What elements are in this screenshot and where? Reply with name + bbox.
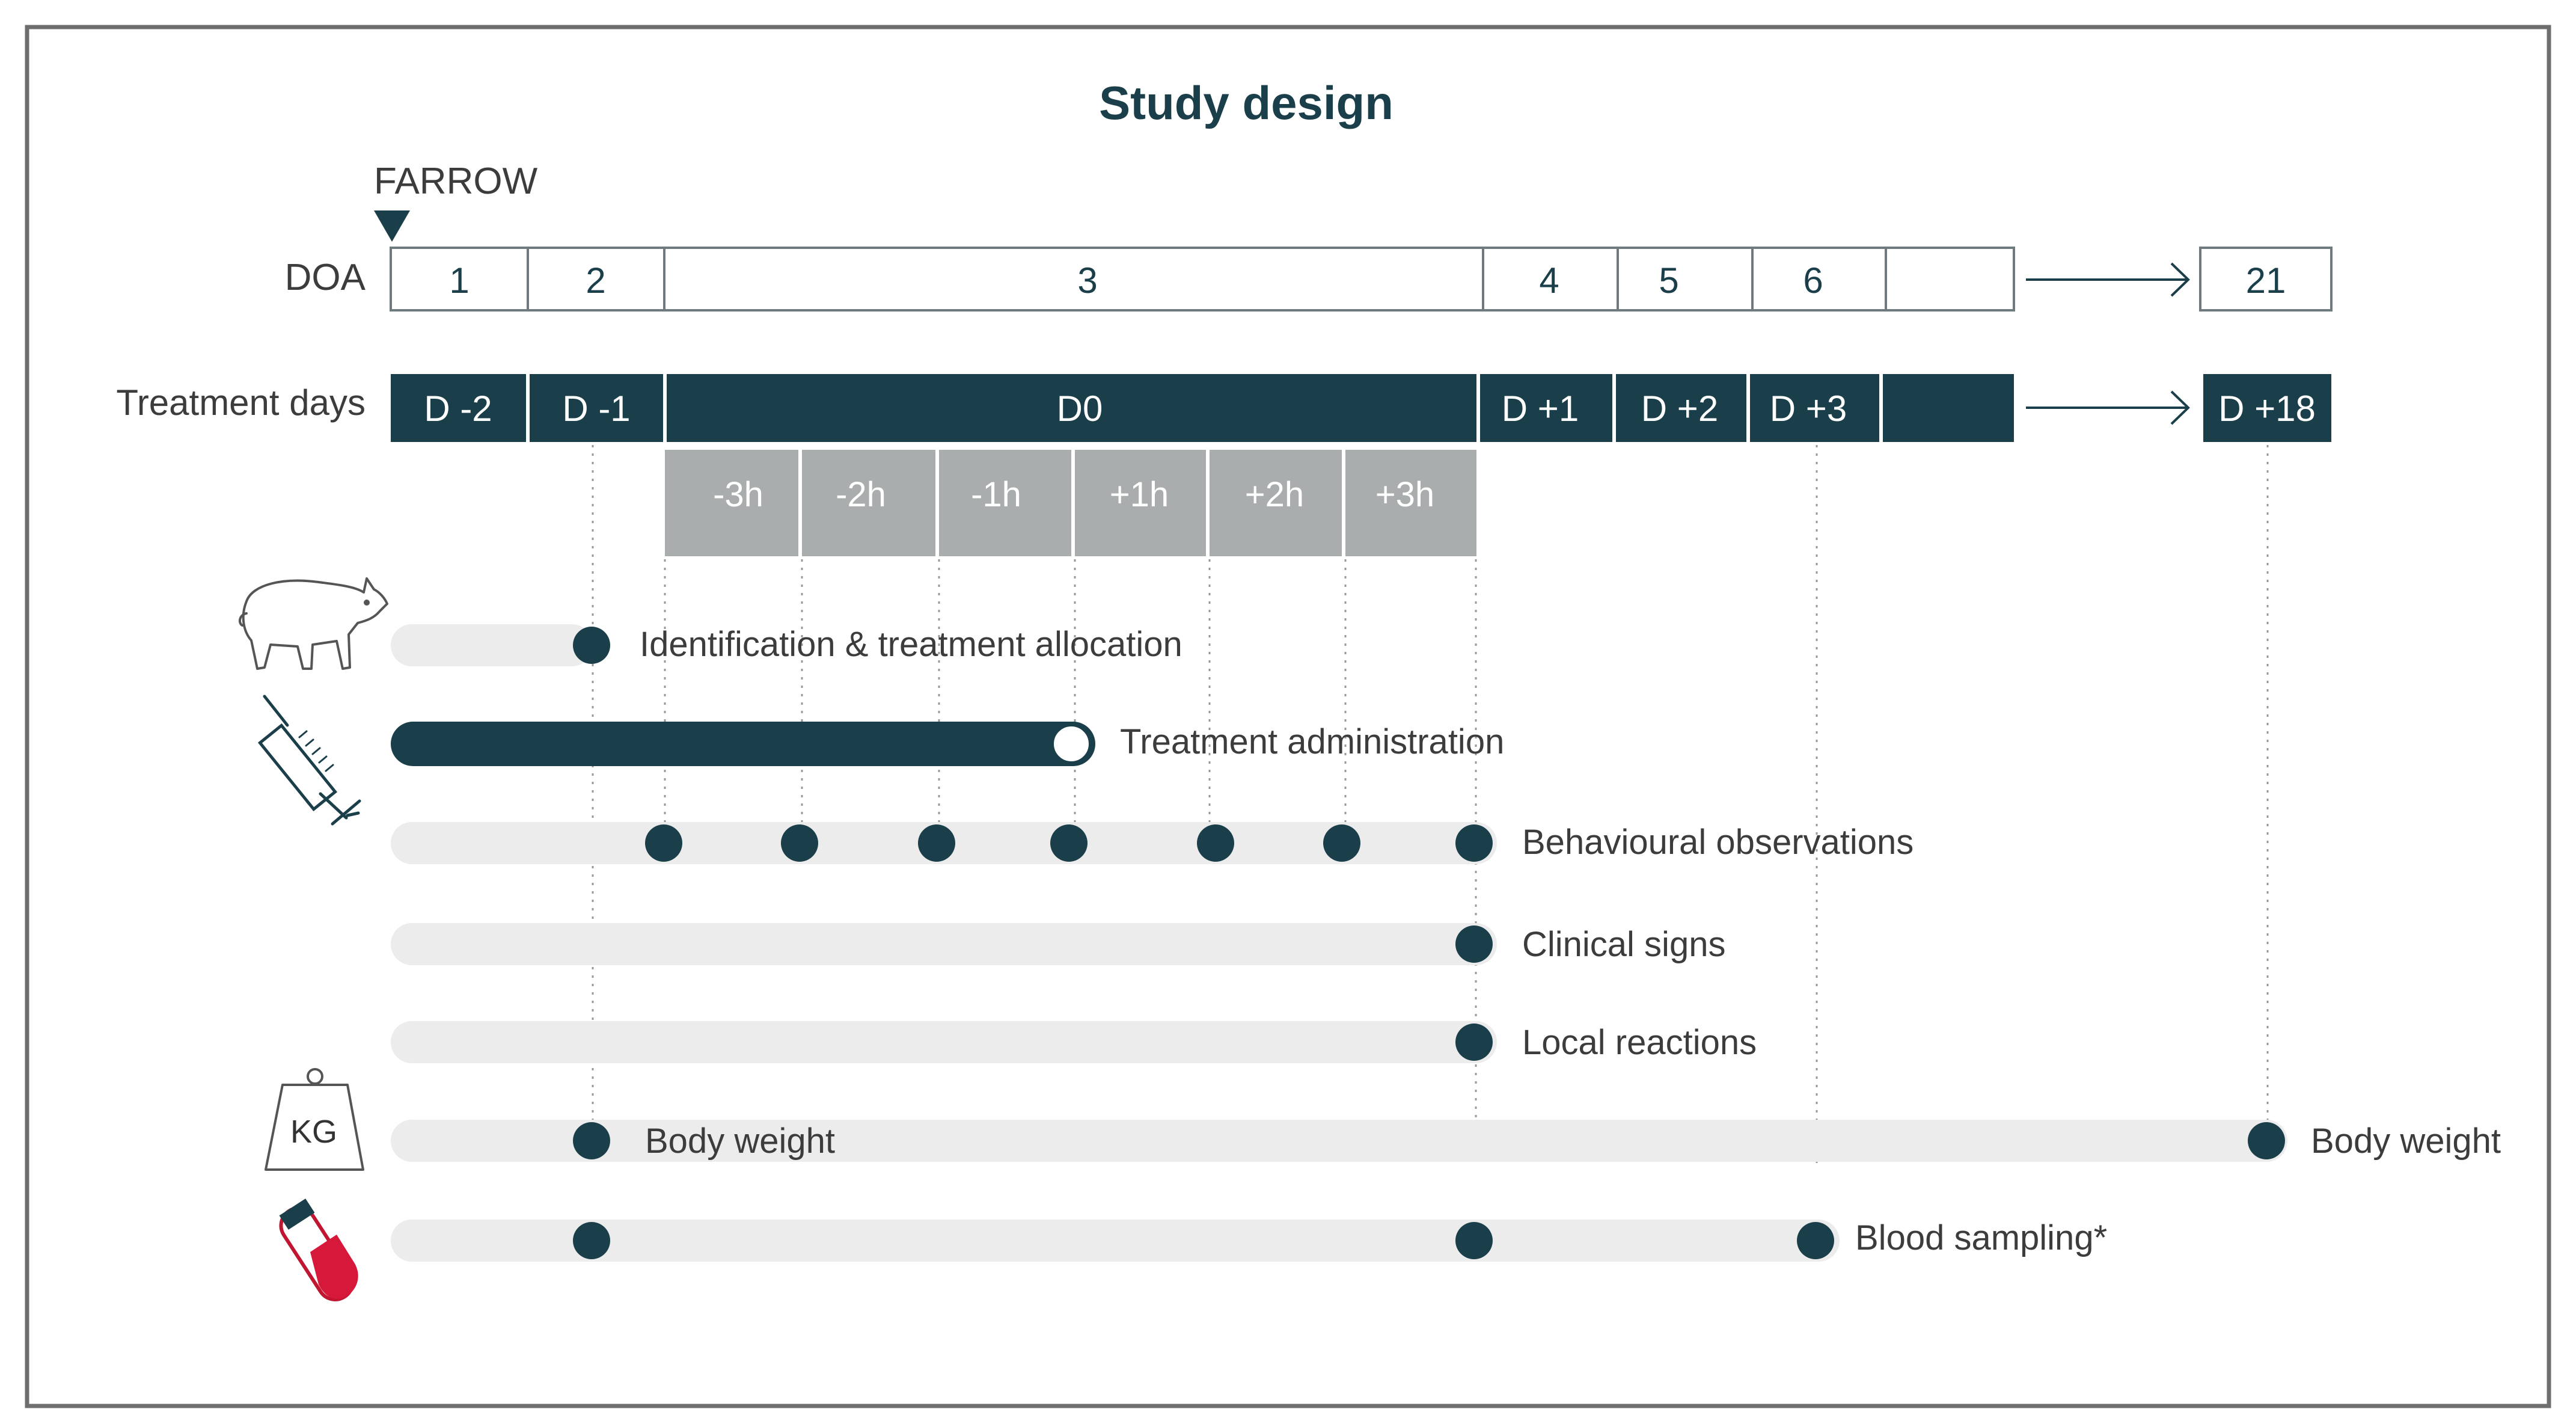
blood-dot (573, 1222, 610, 1259)
clinical-label: Clinical signs (1522, 925, 1726, 964)
treatment-admin-end (1051, 724, 1091, 764)
treatment-value: D -2 (424, 388, 492, 429)
hour-label: +1h (1109, 475, 1169, 514)
doa-cell-3 (664, 248, 1483, 310)
behavioural-dot (1197, 824, 1234, 862)
body-weight-start-label: Body weight (645, 1122, 835, 1161)
treatment-value: D0 (1056, 388, 1103, 429)
hour-label: -3h (713, 475, 763, 514)
hour-label: -2h (836, 475, 886, 514)
blood-label: Blood sampling* (1855, 1218, 2108, 1257)
farrow-label: FARROW (374, 161, 538, 202)
treatment-value: D +1 (1501, 388, 1579, 429)
treatment-cell (1883, 374, 2014, 442)
treatment-value: D +2 (1641, 388, 1719, 429)
behavioural-dot (918, 824, 955, 862)
outer-frame (27, 27, 2549, 1406)
diagram-title: Study design (1099, 76, 1394, 129)
doa-value: 6 (1803, 260, 1823, 301)
identification-label: Identification & treatment allocation (640, 625, 1182, 664)
hour-label: +3h (1375, 475, 1435, 514)
clinical-dot (1455, 925, 1493, 963)
body-weight-end-label: Body weight (2311, 1122, 2501, 1161)
doa-cell-blank (1886, 248, 2014, 310)
identification-track (391, 624, 593, 666)
hour-label: +2h (1244, 475, 1305, 514)
hour-label: -1h (971, 475, 1021, 514)
blood-dot (1797, 1222, 1834, 1259)
doa-value: 3 (1077, 260, 1098, 301)
body-weight-dot-start (573, 1122, 610, 1159)
doa-cell-5 (1618, 248, 1752, 310)
identification-dot (573, 627, 610, 664)
doa-value: 2 (586, 260, 606, 301)
clinical-track (391, 923, 1497, 965)
doa-label: DOA (284, 257, 366, 298)
doa-value: 1 (449, 260, 470, 301)
local-track (391, 1021, 1497, 1063)
behavioural-dot (645, 824, 682, 862)
local-label: Local reactions (1522, 1023, 1757, 1062)
behavioural-dot (781, 824, 818, 862)
behavioural-dot (1323, 824, 1360, 862)
doa-value: 4 (1539, 260, 1559, 301)
blood-dot (1455, 1222, 1493, 1259)
treatment-days-label: Treatment days (116, 382, 366, 423)
treatment-value: D -1 (562, 388, 631, 429)
local-dot (1455, 1024, 1493, 1061)
treatment-value: D +18 (2218, 388, 2316, 429)
doa-value: 5 (1659, 260, 1679, 301)
treatment-admin-bar (391, 722, 1095, 766)
behavioural-dot (1050, 824, 1088, 862)
doa-value: 21 (2245, 260, 2286, 301)
behavioural-label: Behavioural observations (1522, 823, 1914, 862)
treatment-value: D +3 (1769, 388, 1847, 429)
weight-icon-text: KG (290, 1114, 338, 1150)
hour-cells (665, 450, 1476, 556)
body-weight-dot-end (2248, 1122, 2285, 1159)
treatment-admin-label: Treatment administration (1120, 722, 1505, 761)
behavioural-dot (1455, 824, 1493, 862)
